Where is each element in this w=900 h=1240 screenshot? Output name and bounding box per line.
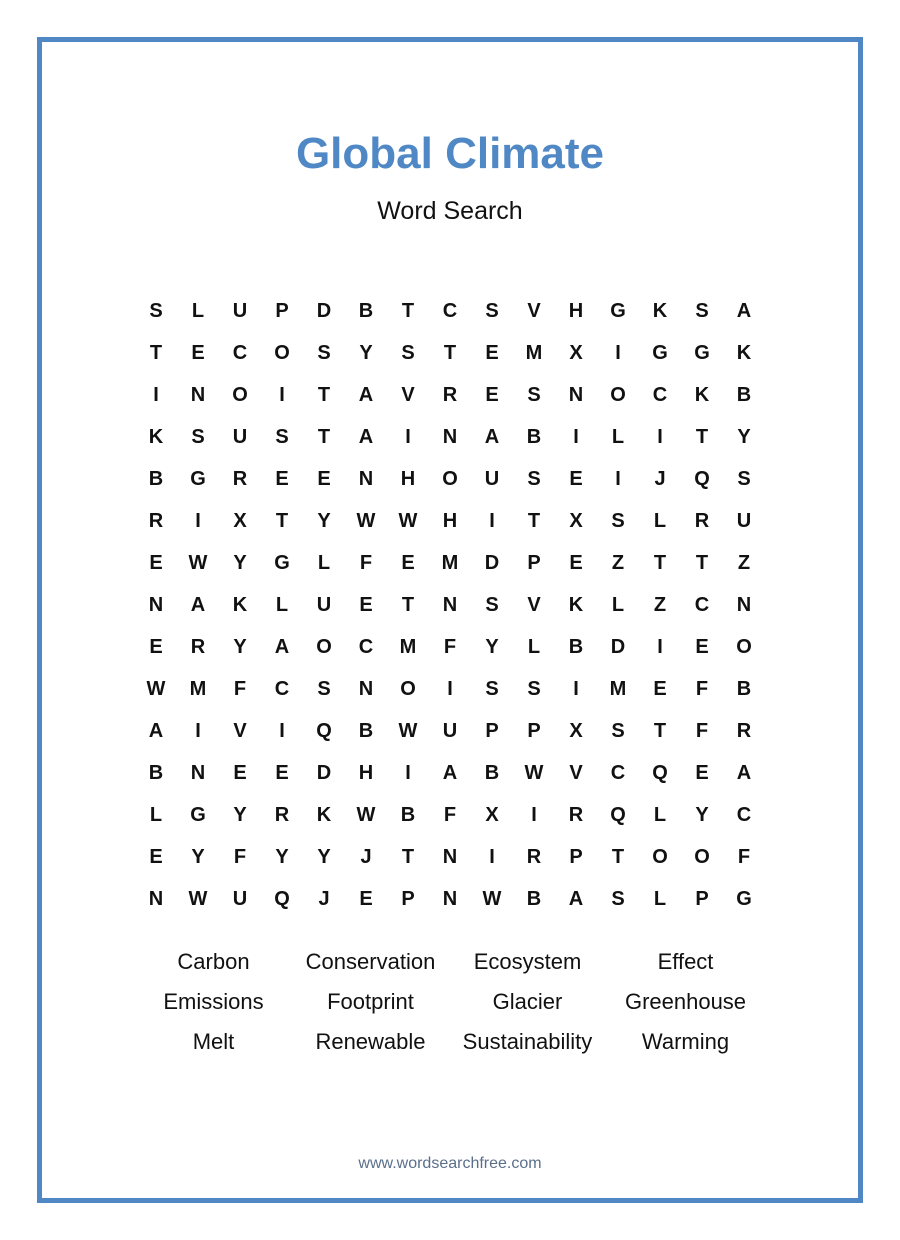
grid-cell: T: [317, 383, 331, 406]
grid-cell: A: [568, 887, 584, 910]
grid-cell: X: [569, 341, 583, 364]
word-list-item: Sustainability: [462, 1029, 593, 1054]
grid-cell: I: [657, 425, 663, 448]
grid-cell: R: [442, 383, 458, 406]
grid-cell: S: [401, 341, 415, 364]
grid-cell: R: [568, 803, 584, 826]
grid-cell: T: [653, 719, 667, 742]
grid-cell: N: [442, 425, 458, 448]
grid-cell: D: [484, 551, 500, 574]
grid-cell: V: [527, 593, 541, 616]
grid-cell: S: [485, 593, 499, 616]
grid-cell: K: [316, 803, 332, 826]
grid-cell: S: [527, 677, 541, 700]
grid-cell: U: [442, 719, 458, 742]
grid-cell: I: [489, 845, 495, 868]
grid-cell: O: [652, 845, 668, 868]
grid-cell: S: [611, 887, 625, 910]
grid-cell: U: [232, 887, 248, 910]
grid-cell: M: [609, 677, 627, 700]
grid-cell: V: [401, 383, 415, 406]
grid-cell: S: [485, 677, 499, 700]
grid-cell: Y: [233, 551, 247, 574]
grid-cell: O: [400, 677, 416, 700]
grid-cell: T: [401, 299, 415, 322]
grid-cell: K: [148, 425, 164, 448]
grid-cell: C: [652, 383, 668, 406]
grid-cell: O: [694, 845, 710, 868]
grid-cell: S: [191, 425, 205, 448]
grid-cell: J: [360, 845, 372, 868]
grid-cell: N: [148, 887, 164, 910]
grid-cell: W: [356, 803, 376, 826]
grid-cell: P: [485, 719, 499, 742]
grid-cell: U: [484, 467, 500, 490]
grid-cell: R: [526, 845, 542, 868]
grid-cell: N: [442, 593, 458, 616]
grid-cell: I: [447, 677, 453, 700]
grid-cell: A: [736, 761, 752, 784]
grid-cell: A: [274, 635, 290, 658]
grid-cell: D: [610, 635, 626, 658]
word-list-item: Carbon: [177, 949, 250, 974]
grid-cell: L: [149, 803, 163, 826]
grid-cell: N: [358, 677, 374, 700]
grid-cell: Y: [695, 803, 709, 826]
grid-cell: K: [736, 341, 752, 364]
grid-cell: F: [233, 845, 247, 868]
grid-cell: A: [358, 425, 374, 448]
grid-cell: G: [694, 341, 710, 364]
word-list-item: Ecosystem: [473, 949, 582, 974]
grid-cell: O: [442, 467, 458, 490]
grid-cell: T: [401, 593, 415, 616]
grid-cell: F: [443, 635, 457, 658]
grid-cell: H: [358, 761, 374, 784]
grid-cell: B: [526, 887, 542, 910]
grid-cell: T: [653, 551, 667, 574]
grid-cell: Y: [191, 845, 205, 868]
grid-cell: L: [611, 425, 625, 448]
grid-cell: Z: [653, 593, 667, 616]
word-list-item: Glacier: [492, 989, 563, 1014]
grid-cell: L: [653, 887, 667, 910]
grid-cell: S: [275, 425, 289, 448]
grid-cell: D: [316, 761, 332, 784]
grid-cell: I: [573, 677, 579, 700]
grid-cell: M: [189, 677, 207, 700]
grid-cell: W: [524, 761, 544, 784]
grid-cell: A: [484, 425, 500, 448]
grid-cell: S: [611, 719, 625, 742]
grid-cell: E: [569, 551, 583, 574]
grid-cell: I: [489, 509, 495, 532]
grid-cell: I: [405, 761, 411, 784]
grid-cell: Y: [317, 845, 331, 868]
grid-cell: L: [611, 593, 625, 616]
grid-cell: J: [654, 467, 666, 490]
page-subtitle: Word Search: [377, 197, 523, 225]
grid-cell: N: [190, 761, 206, 784]
grid-cell: T: [527, 509, 541, 532]
grid-cell: I: [615, 341, 621, 364]
grid-cell: M: [441, 551, 459, 574]
grid-cell: N: [568, 383, 584, 406]
grid-cell: H: [442, 509, 458, 532]
grid-cell: S: [149, 299, 163, 322]
grid-cell: E: [149, 551, 163, 574]
grid-cell: G: [610, 299, 626, 322]
grid-cell: S: [695, 299, 709, 322]
grid-cell: W: [188, 551, 208, 574]
grid-cell: W: [146, 677, 166, 700]
grid-cell: S: [611, 509, 625, 532]
grid-cell: O: [274, 341, 290, 364]
grid-cell: C: [358, 635, 374, 658]
grid-cell: D: [316, 299, 332, 322]
grid-cell: U: [736, 509, 752, 532]
grid-cell: X: [569, 719, 583, 742]
grid-cell: Y: [275, 845, 289, 868]
grid-cell: J: [318, 887, 330, 910]
grid-cell: W: [188, 887, 208, 910]
grid-cell: L: [653, 509, 667, 532]
grid-cell: N: [190, 383, 206, 406]
grid-cell: G: [190, 467, 206, 490]
grid-cell: Z: [737, 551, 751, 574]
grid-cell: S: [317, 341, 331, 364]
grid-cell: N: [148, 593, 164, 616]
grid-cell: I: [405, 425, 411, 448]
grid-cell: G: [736, 887, 752, 910]
grid-cell: E: [695, 635, 709, 658]
word-list-item: Emissions: [163, 989, 264, 1014]
grid-cell: R: [148, 509, 164, 532]
grid-cell: I: [279, 719, 285, 742]
grid-cell: W: [398, 719, 418, 742]
grid-cell: Y: [359, 341, 373, 364]
grid-cell: A: [442, 761, 458, 784]
grid-cell: E: [149, 845, 163, 868]
grid-cell: S: [485, 299, 499, 322]
grid-cell: G: [190, 803, 206, 826]
grid-cell: A: [736, 299, 752, 322]
grid-cell: O: [232, 383, 248, 406]
grid-cell: B: [400, 803, 416, 826]
grid-cell: N: [442, 887, 458, 910]
grid-cell: M: [399, 635, 417, 658]
grid-cell: A: [148, 719, 164, 742]
grid-cell: F: [695, 719, 709, 742]
grid-cell: S: [317, 677, 331, 700]
grid-cell: C: [736, 803, 752, 826]
grid-cell: I: [657, 635, 663, 658]
grid-cell: Q: [652, 761, 668, 784]
grid-cell: B: [736, 677, 752, 700]
grid-cell: C: [232, 341, 248, 364]
grid-cell: I: [195, 509, 201, 532]
grid-cell: B: [568, 635, 584, 658]
grid-cell: R: [694, 509, 710, 532]
grid-cell: P: [695, 887, 709, 910]
grid-cell: Z: [611, 551, 625, 574]
word-list-item: Footprint: [327, 989, 414, 1014]
grid-cell: A: [358, 383, 374, 406]
grid-cell: T: [443, 341, 457, 364]
grid-cell: R: [232, 467, 248, 490]
grid-cell: I: [615, 467, 621, 490]
grid-cell: A: [190, 593, 206, 616]
grid-cell: E: [275, 467, 289, 490]
grid-cell: N: [442, 845, 458, 868]
letter-grid: [135, 290, 765, 920]
grid-cell: N: [736, 593, 752, 616]
grid-cell: N: [358, 467, 374, 490]
grid-cell: R: [736, 719, 752, 742]
grid-cell: C: [610, 761, 626, 784]
grid-cell: O: [736, 635, 752, 658]
grid-cell: E: [275, 761, 289, 784]
grid-cell: Y: [485, 635, 499, 658]
word-list-item: Effect: [657, 949, 714, 974]
grid-cell: E: [191, 341, 205, 364]
grid-cell: F: [737, 845, 751, 868]
grid-cell: E: [359, 593, 373, 616]
grid-cell: E: [485, 341, 499, 364]
grid-cell: T: [695, 425, 709, 448]
grid-cell: E: [485, 383, 499, 406]
grid-cell: P: [527, 719, 541, 742]
page-title: Global Climate: [295, 129, 605, 178]
grid-cell: X: [569, 509, 583, 532]
grid-cell: B: [484, 761, 500, 784]
grid-cell: C: [274, 677, 290, 700]
grid-cell: W: [482, 887, 502, 910]
grid-cell: E: [653, 677, 667, 700]
grid-cell: O: [316, 635, 332, 658]
grid-cell: F: [443, 803, 457, 826]
grid-cell: Y: [317, 509, 331, 532]
grid-cell: T: [149, 341, 163, 364]
grid-cell: E: [401, 551, 415, 574]
grid-cell: Q: [316, 719, 332, 742]
footer-url: www.wordsearchfree.com: [358, 1155, 542, 1172]
grid-cell: I: [279, 383, 285, 406]
grid-cell: B: [148, 761, 164, 784]
grid-cell: G: [274, 551, 290, 574]
grid-cell: I: [153, 383, 159, 406]
grid-cell: B: [358, 299, 374, 322]
grid-cell: T: [275, 509, 289, 532]
grid-cell: M: [525, 341, 543, 364]
grid-cell: V: [527, 299, 541, 322]
grid-cell: B: [358, 719, 374, 742]
word-list-item: Warming: [641, 1029, 730, 1054]
grid-cell: E: [317, 467, 331, 490]
word-list: [135, 942, 765, 1062]
grid-cell: T: [317, 425, 331, 448]
grid-cell: V: [569, 761, 583, 784]
grid-cell: E: [359, 887, 373, 910]
grid-cell: H: [568, 299, 584, 322]
word-list-item: Conservation: [305, 949, 436, 974]
word-list-item: Renewable: [315, 1029, 426, 1054]
grid-cell: K: [232, 593, 248, 616]
grid-cell: O: [610, 383, 626, 406]
grid-cell: I: [195, 719, 201, 742]
grid-cell: P: [275, 299, 289, 322]
grid-cell: W: [356, 509, 376, 532]
grid-cell: H: [400, 467, 416, 490]
grid-cell: I: [531, 803, 537, 826]
grid-cell: K: [652, 299, 668, 322]
grid-cell: Y: [233, 803, 247, 826]
grid-cell: W: [398, 509, 418, 532]
grid-cell: E: [233, 761, 247, 784]
grid-cell: P: [401, 887, 415, 910]
grid-cell: Y: [737, 425, 751, 448]
grid-cell: B: [526, 425, 542, 448]
grid-cell: B: [736, 383, 752, 406]
grid-cell: Y: [233, 635, 247, 658]
word-list-item: Greenhouse: [624, 989, 747, 1014]
grid-cell: P: [527, 551, 541, 574]
grid-cell: L: [317, 551, 331, 574]
grid-cell: S: [527, 383, 541, 406]
grid-cell: K: [568, 593, 584, 616]
grid-cell: E: [569, 467, 583, 490]
grid-cell: S: [737, 467, 751, 490]
grid-cell: G: [652, 341, 668, 364]
grid-cell: F: [233, 677, 247, 700]
grid-cell: L: [191, 299, 205, 322]
grid-cell: T: [611, 845, 625, 868]
grid-cell: X: [233, 509, 247, 532]
grid-cell: L: [653, 803, 667, 826]
grid-cell: L: [527, 635, 541, 658]
grid-cell: X: [485, 803, 499, 826]
grid-cell: R: [274, 803, 290, 826]
grid-cell: U: [316, 593, 332, 616]
grid-cell: T: [695, 551, 709, 574]
grid-cell: B: [148, 467, 164, 490]
grid-cell: F: [359, 551, 373, 574]
grid-cell: L: [275, 593, 289, 616]
grid-cell: U: [232, 299, 248, 322]
word-list-item: Melt: [192, 1029, 235, 1054]
grid-cell: U: [232, 425, 248, 448]
grid-cell: C: [694, 593, 710, 616]
grid-cell: P: [569, 845, 583, 868]
grid-cell: Q: [694, 467, 710, 490]
grid-cell: Q: [274, 887, 290, 910]
grid-cell: R: [190, 635, 206, 658]
grid-cell: K: [694, 383, 710, 406]
grid-cell: S: [527, 467, 541, 490]
grid-cell: T: [401, 845, 415, 868]
grid-cell: V: [233, 719, 247, 742]
grid-cell: E: [695, 761, 709, 784]
grid-cell: C: [442, 299, 458, 322]
grid-cell: E: [149, 635, 163, 658]
grid-cell: Q: [610, 803, 626, 826]
grid-cell: F: [695, 677, 709, 700]
grid-cell: I: [573, 425, 579, 448]
